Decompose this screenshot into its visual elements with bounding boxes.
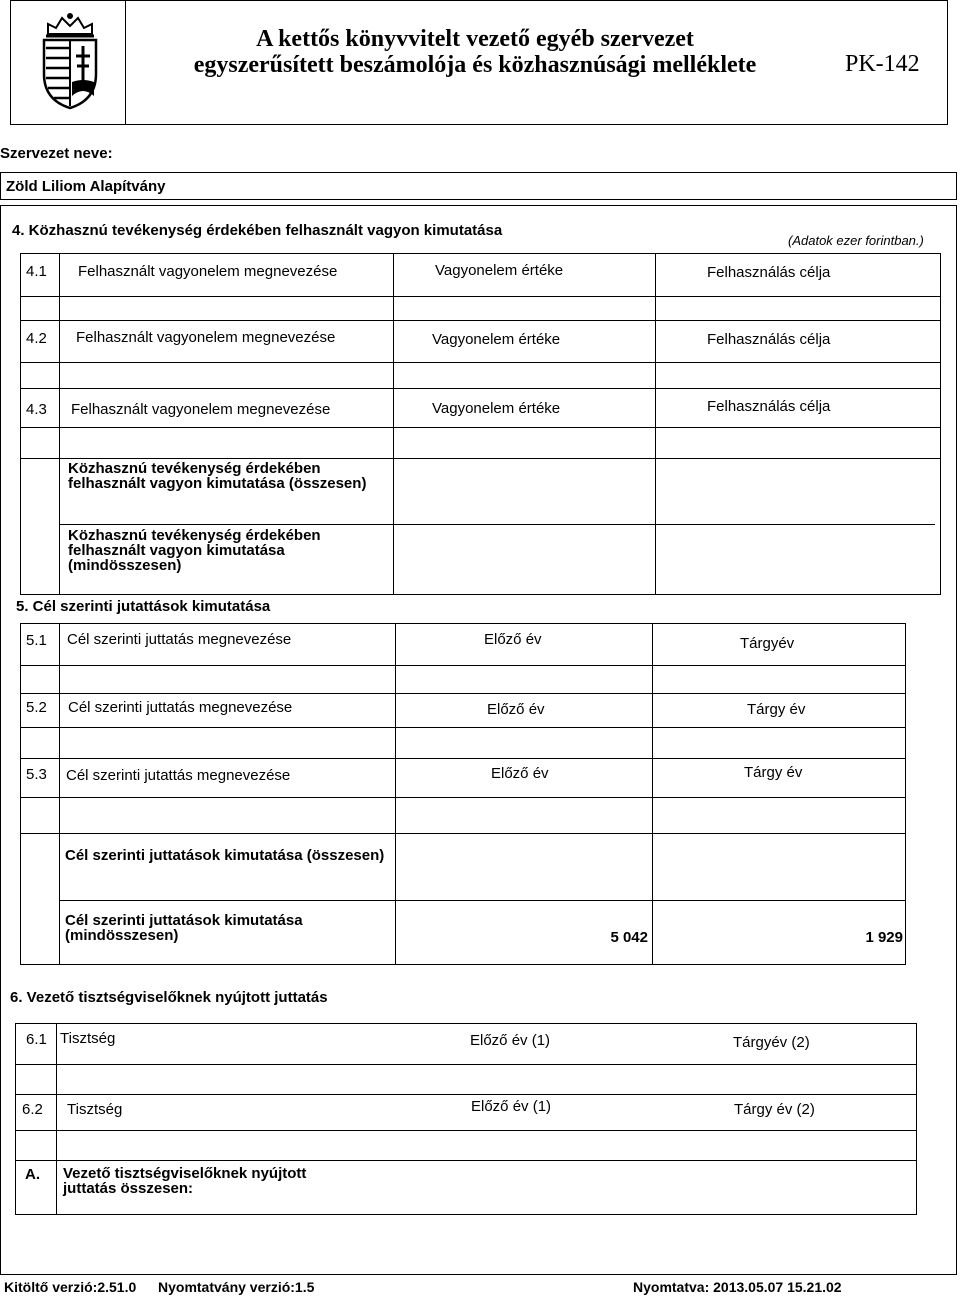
curr-year-header: Tárgy év	[747, 701, 806, 718]
s5-col-curr-divider	[652, 623, 653, 965]
s5-line	[20, 758, 906, 759]
units-note: (Adatok ezer forintban.)	[788, 233, 924, 248]
table-row-number: 6.1	[26, 1031, 47, 1048]
grand-total-curr-value: 1 929	[865, 929, 903, 946]
curr-year-header: Tárgyév	[740, 635, 795, 652]
asset-value-header: Vagyonelem értéke	[435, 262, 564, 279]
s4-col-purpose-divider	[655, 253, 656, 595]
prev-year-header: Előző év	[484, 631, 542, 648]
section5-total-label: Cél szerinti juttatások kimutatása (összesen)	[65, 847, 385, 864]
curr-year-header: Tárgy év	[744, 764, 803, 781]
grand-total-prev-value: 5 042	[610, 929, 648, 946]
asset-purpose-header: Felhasználás célja	[707, 331, 831, 348]
s6-line	[15, 1130, 917, 1131]
position-header: Tisztség	[67, 1101, 123, 1118]
section5-grand-total-label: Cél szerinti juttatások kimutatása (mindösszesen)	[65, 912, 303, 944]
asset-purpose-header: Felhasználás célja	[707, 264, 831, 281]
curr-year-header: Tárgyév (2)	[733, 1034, 810, 1051]
section6-total-label: Vezető tisztségviselőknek nyújtott juttatás összesen:	[63, 1165, 307, 1197]
s5-line	[59, 900, 906, 901]
s5-col-prev-divider	[395, 623, 396, 965]
benefit-name-header: Cél szerinti juttatás megnevezése	[68, 699, 293, 716]
section6-total-code: A.	[25, 1166, 40, 1183]
asset-purpose-header: Felhasználás célja	[707, 398, 831, 415]
s4-line	[20, 388, 941, 389]
section4-grand-total-label: Közhasznú tevékenység érdekében felhasznált vagyon kimutatása (mindösszesen)	[68, 527, 321, 574]
table-row-number: 4.2	[26, 330, 47, 347]
s5-line	[20, 833, 906, 834]
filler-version: Kitöltő verzió:2.51.0	[4, 1279, 137, 1295]
s4-line	[20, 320, 941, 321]
table-row-number: 4.1	[26, 263, 47, 280]
asset-value-header: Vagyonelem értéke	[432, 400, 561, 417]
s4-line	[20, 362, 941, 363]
s6-line	[15, 1064, 917, 1065]
benefit-name-header: Cél szerinti jutattás megnevezése	[66, 767, 291, 784]
section5-title: 5. Cél szerinti jutattások kimutatása	[16, 598, 271, 615]
table-row-number: 6.2	[22, 1101, 43, 1118]
s4-line	[20, 296, 941, 297]
prev-year-header: Előző év	[487, 701, 545, 718]
table-row-number: 5.2	[26, 699, 47, 716]
s4-col-num-divider	[59, 253, 60, 595]
s6-line	[15, 1094, 917, 1095]
org-label: Szervezet neve:	[0, 145, 113, 162]
s4-line	[20, 458, 941, 459]
benefit-name-header: Cél szerinti juttatás megnevezése	[67, 631, 292, 648]
asset-name-header: Felhasznált vagyonelem megnevezése	[76, 329, 336, 346]
hungarian-coat-of-arms-icon	[34, 12, 106, 112]
s5-line	[20, 693, 906, 694]
section4-total-label: Közhasznú tevékenység érdekében felhasznált vagyon kimutatása (összesen)	[68, 460, 367, 492]
form-version: Nyomtatvány verzió:1.5	[158, 1279, 315, 1295]
section6-title: 6. Vezető tisztségviselőknek nyújtott juttatás	[10, 989, 328, 1006]
form-code: PK-142	[845, 51, 920, 77]
prev-year-header: Előző év (1)	[470, 1032, 551, 1049]
s5-line	[20, 727, 906, 728]
prev-year-header: Előző év	[491, 765, 549, 782]
s5-col-num-divider	[59, 623, 60, 965]
table-row-number: 4.3	[26, 401, 47, 418]
curr-year-header: Tárgy év (2)	[734, 1101, 815, 1118]
s4-col-value-divider	[393, 253, 394, 595]
s4-line	[59, 524, 935, 525]
section4-title: 4. Közhasznú tevékenység érdekében felhasznált vagyon kimutatása	[12, 222, 503, 239]
org-name: Zöld Liliom Alapítvány	[6, 178, 166, 195]
s5-line	[20, 665, 906, 666]
prev-year-header: Előző év (1)	[471, 1098, 552, 1115]
asset-name-header: Felhasznált vagyonelem megnevezése	[78, 263, 338, 280]
s6-col-num-divider	[56, 1023, 57, 1215]
asset-name-header: Felhasznált vagyonelem megnevezése	[71, 401, 331, 418]
s5-line	[20, 797, 906, 798]
s6-line	[15, 1160, 917, 1161]
table-row-number: 5.1	[26, 632, 47, 649]
printed-date: Nyomtatva: 2013.05.07 15.21.02	[633, 1279, 842, 1295]
form-title-line2: egyszerűsített beszámolója és közhasznúsági melléklete	[193, 52, 757, 78]
form-title-line1: A kettős könyvvitelt vezető egyéb szervezet	[256, 26, 694, 52]
asset-value-header: Vagyonelem értéke	[432, 331, 561, 348]
s4-line	[20, 427, 941, 428]
table-row-number: 5.3	[26, 766, 47, 783]
position-header: Tisztség	[60, 1030, 116, 1047]
